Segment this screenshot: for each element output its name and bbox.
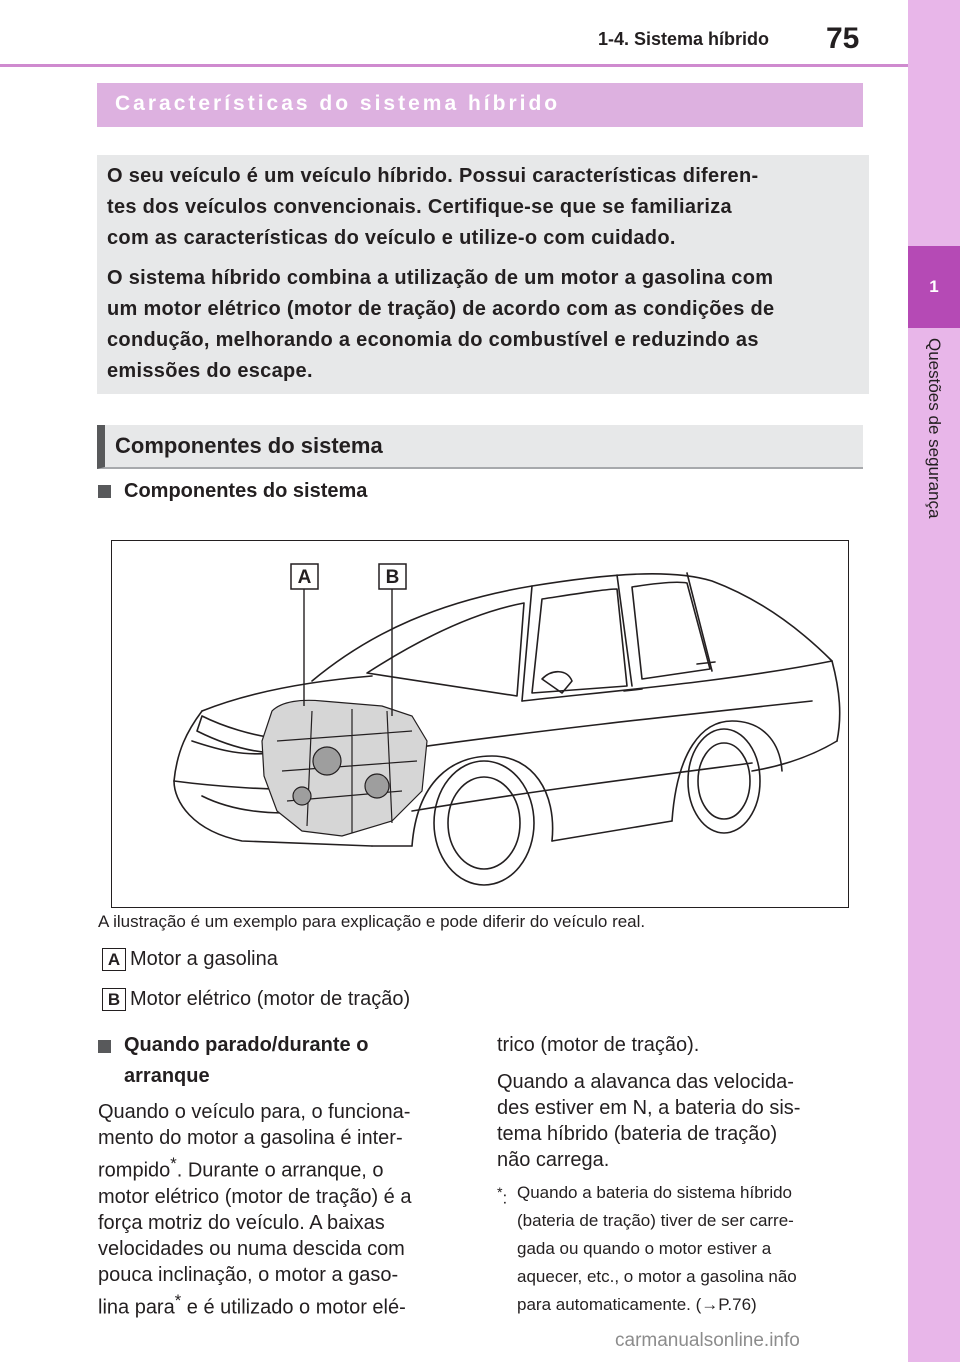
section-title: 1-4. Sistema híbrido <box>598 29 770 49</box>
intro-line: O sistema híbrido combina a utilização de um motor a gasolina com <box>107 267 774 289</box>
intro-line: emissões do escape. <box>107 360 313 382</box>
intro-line: com as características do veículo e utilize-o com cuidado. <box>107 227 676 249</box>
stopped-heading <box>98 1030 468 1092</box>
footnote-text <box>517 1179 797 1319</box>
footnote-line: aquecer, etc., o motor a gasolina não <box>517 1267 797 1286</box>
body-line: rompido <box>98 1159 171 1182</box>
vehicle-illustration <box>111 540 849 908</box>
right-continuation: trico (motor de tração). <box>497 1034 700 1056</box>
section-heading-text: Componentes do sistema <box>115 433 383 458</box>
body-line: pouca inclinação, o motor a gaso- <box>98 1263 399 1286</box>
footnote-line: gada ou quando o motor estiver a <box>517 1239 772 1258</box>
footnote-line[interactable]: para automaticamente. (→P.76) <box>517 1295 757 1314</box>
chapter-number-tab[interactable] <box>908 246 960 328</box>
stopped-body <box>98 1099 468 1320</box>
car-drawing <box>112 541 847 906</box>
legend-item-b <box>102 988 410 1011</box>
stopped-heading-text <box>124 1030 368 1092</box>
chapter-number: 1 <box>929 277 939 296</box>
page-title: Características do sistema híbrido <box>115 92 561 115</box>
subheading <box>98 480 367 503</box>
intro-line: tes dos veículos convencionais. Certifique-se que se familiariza <box>107 196 732 218</box>
body-line: força motriz do veículo. A baixas <box>98 1211 385 1234</box>
intro-line: um motor elétrico (motor de tração) de acordo com as condições de <box>107 298 775 320</box>
footnote-line: (bateria de tração) tiver de ser carre- <box>517 1211 794 1230</box>
chapter-label-wrap <box>910 338 958 578</box>
left-column <box>98 1030 468 1320</box>
page-number: 75 <box>826 22 860 55</box>
bullet-square-icon <box>98 485 111 498</box>
footnote-line: Quando a bateria do sistema híbrido <box>517 1183 793 1202</box>
body-line: não carrega. <box>497 1149 610 1171</box>
footnote-ref: * <box>174 1290 182 1310</box>
footnote-mark: * <box>497 1185 503 1201</box>
section-heading <box>97 425 863 469</box>
illustration-caption: A ilustração é um exemplo para explicação e pode diferir do veículo real. <box>98 912 646 931</box>
label-a: A <box>297 567 312 588</box>
watermark: carmanualsonline.info <box>615 1330 800 1351</box>
side-tab-strip <box>908 0 960 1362</box>
body-line: velocidades ou numa descida com <box>98 1237 405 1260</box>
body-line: Quando a alavanca das velocida- <box>497 1071 794 1093</box>
body-line: lina para <box>98 1296 175 1319</box>
legend-key-b: B <box>102 988 126 1011</box>
body-line: Quando o veículo para, o funciona- <box>98 1101 411 1123</box>
intro-line: O seu veículo é um veículo híbrido. Possui características diferen- <box>107 165 759 187</box>
heading-line: arranque <box>124 1065 210 1087</box>
page-title-bar <box>97 83 863 127</box>
footnote: *: Quando a bateria do sistema híbrido (bateria de tração) tiver de ser carre- gada ou quando o motor estiver a aquecer, etc., o motor a gasolina não para automaticamente. (→P.76) <box>497 1179 867 1319</box>
bullet-square-icon <box>98 1040 111 1053</box>
intro-line: condução, melhorando a economia do combustível e reduzindo as <box>107 329 759 351</box>
body-line: . Durante o arranque, o <box>176 1159 384 1182</box>
body-line: motor elétrico (motor de tração) é a <box>98 1185 412 1208</box>
legend-key-a: A <box>102 948 126 971</box>
intro-paragraph-2 <box>107 263 869 387</box>
label-b: B <box>385 567 400 588</box>
right-column <box>497 1030 867 1319</box>
footnote-ref: * <box>170 1154 177 1173</box>
heading-line: Quando parado/durante o <box>124 1034 369 1056</box>
body-line: e é utilizado o motor elé- <box>181 1296 406 1319</box>
intro-paragraph-1 <box>107 161 869 254</box>
intro-box <box>97 155 869 394</box>
legend-text-a: Motor a gasolina <box>130 948 278 970</box>
body-line: mento do motor a gasolina é inter- <box>98 1127 403 1149</box>
subheading-text: Componentes do sistema <box>124 480 368 502</box>
header-rule <box>0 64 908 67</box>
body-line: des estiver em N, a bateria do sis- <box>497 1097 801 1119</box>
body-line: tema híbrido (bateria de tração) <box>497 1123 778 1145</box>
chapter-label: Questões de segurança <box>925 338 944 519</box>
right-paragraph <box>497 1069 867 1173</box>
legend-text-b: Motor elétrico (motor de tração) <box>130 988 411 1010</box>
legend-item-a <box>102 948 278 971</box>
